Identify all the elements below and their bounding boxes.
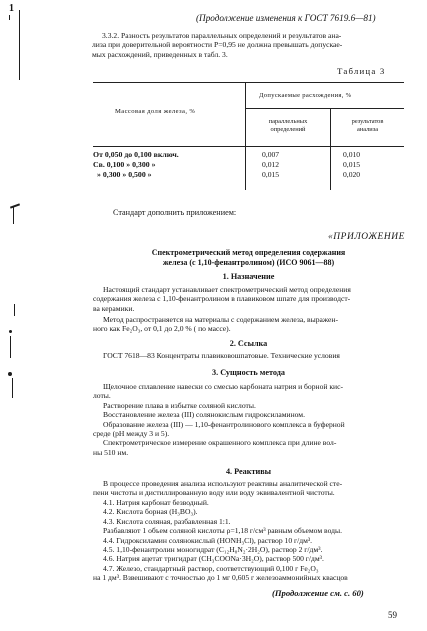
margin-hook-stem xyxy=(13,206,14,224)
text-line: Спектрометрическое измерение окрашенного комплекса при длине вол- xyxy=(103,438,337,448)
page-mark: 1 xyxy=(9,3,14,14)
paragraph-reagents-intro xyxy=(93,479,403,498)
text-line: мых расхождений, приведенных в табл. 3. xyxy=(92,49,228,59)
header-line: результатов xyxy=(351,118,384,125)
list-item: на 1 дм³. Взвешивают с точностью до 1 мг 0,605 г железоаммонийных квасцов xyxy=(93,573,348,583)
text-line: пени чистоты и дистиллированную воду или воду эквивалентной чистоты. xyxy=(93,488,335,498)
text-line: Образование железа (III) — 1,10-фенантролинового комплекса в буферной xyxy=(103,419,345,429)
margin-vertical-rule xyxy=(19,10,20,80)
table-header-group: Допускаемые расхождения, % xyxy=(259,92,352,99)
title-line: железа (с 1,10-фенантролином) (ИСО 9061—88) xyxy=(162,258,335,267)
table-row-range: » 0,300 » 0,500 » xyxy=(97,170,152,179)
text-line: Метод распространяется на материалы с содержанием железа, выражен- xyxy=(103,315,339,324)
text-line: среде (pH между 3 и 5). xyxy=(93,429,170,439)
text-line: ны 510 нм. xyxy=(93,447,129,457)
table-top-rule xyxy=(93,82,404,83)
text-line: Щелочное сплавление навески со смесью карбоната натрия и борной кис- xyxy=(103,382,343,391)
text-line: Восстановление железа (III) солянокислым гидроксиламином. xyxy=(103,410,306,420)
header-line: определений xyxy=(270,125,306,133)
table-row-parallel: 0,007 xyxy=(262,150,280,159)
paragraph-scope xyxy=(93,285,403,313)
section-heading-1: 1. Назначение xyxy=(222,272,275,281)
margin-tick-4 xyxy=(12,378,13,398)
table-row-range: Св. 0,100 » 0,300 » xyxy=(93,160,156,169)
paragraph-scope-2 xyxy=(93,315,403,334)
table-row-results: 0,015 xyxy=(343,160,361,169)
table-header-bottom-rule xyxy=(93,146,404,147)
paragraph-reference xyxy=(93,351,403,360)
page-number: 59 xyxy=(388,610,397,620)
text-line: лоты. xyxy=(93,391,111,401)
appendix-title xyxy=(93,248,404,268)
list-item: 4.3. Кислота соляная, разбавленная 1:1. xyxy=(103,516,231,526)
appendix-label: «ПРИЛОЖЕНИЕ xyxy=(328,232,405,242)
text-line: 3.3.2. Разность результатов параллельных определений и результатов ана- xyxy=(102,31,342,40)
supplement-note: Стандарт дополнить приложением: xyxy=(113,208,237,217)
section-heading-2: 2. Ссылка xyxy=(229,339,268,348)
margin-tick-2 xyxy=(14,304,15,316)
margin-dot-2 xyxy=(8,372,12,376)
table-row-parallel: 0,012 xyxy=(262,160,280,169)
text-line: ного как Fe₂O₃, от 0,1 до 2,0 % ( по массе). xyxy=(93,324,231,334)
text-line: Растворение плава в избытке соляной кислоты. xyxy=(103,400,256,410)
table-caption: Таблица 3 xyxy=(337,66,386,76)
list-reagents xyxy=(93,498,403,583)
paragraph-3-3-2 xyxy=(92,31,404,59)
list-item: 4.4. Гидроксиламин солянокислый (HONH₃Cl), раствор 10 г/дм³. xyxy=(103,535,313,545)
list-item: 4.6. Натрия ацетат тригидрат (CH₃COONa·3H₂O), раствор 500 г/дм³. xyxy=(103,554,324,564)
table-row-range: От 0,050 до 0,100 включ. xyxy=(93,150,179,159)
margin-tick-3 xyxy=(10,336,11,358)
section-heading-4: 4. Реактивы xyxy=(225,467,272,476)
table-group-rule xyxy=(245,108,404,109)
list-item: Разбавляют 1 объем соляной кислоты ρ=1,18 г/см³ равным объемом воды. xyxy=(103,526,343,536)
text-line: содержания железа с 1,10-фенантролином в плавиковом шпате для производст- xyxy=(93,294,351,304)
table-header-mass-fraction: Массовая доля железа, % xyxy=(115,108,196,115)
text-line: ГОСТ 7618—83 Концентраты плавиковошпатовые. Технические условия xyxy=(103,351,340,360)
table-row-results: 0,010 xyxy=(343,150,361,159)
header-continuation: (Продолжение изменения к ГОСТ 7619.6—81) xyxy=(196,13,376,23)
list-item: 4.7. Железо, стандартный раствор, соответствующий 0,100 г Fe₂O₃ xyxy=(103,563,319,573)
text-line: ва керамики. xyxy=(93,303,135,313)
margin-tick xyxy=(9,15,10,20)
section-heading-3: 3. Сущность метода xyxy=(212,368,285,377)
list-item: 4.5. 1,10-фенантролин моногидрат (C₁₂H₈N₂·2H₂O), раствор 2 г/дм³. xyxy=(103,545,323,555)
margin-hook-mark xyxy=(10,203,20,208)
text-line: лиза при доверительной вероятности P=0,95 не должна превышать допускае- xyxy=(92,40,343,50)
table-header-results xyxy=(331,118,404,134)
list-item: 4.1. Натрия карбонат безводный. xyxy=(103,498,209,507)
margin-dot xyxy=(9,330,12,333)
table-col-divider-1 xyxy=(245,82,246,190)
table-header-parallel xyxy=(246,118,330,134)
text-line: Настоящий стандарт устанавливает спектрометрический метод определения xyxy=(103,285,351,294)
list-item: 4.2. Кислота борная (H₃BO₃). xyxy=(103,507,198,517)
footer-continuation: (Продолжение см. с. 60) xyxy=(272,588,364,598)
header-line: анализа xyxy=(356,125,379,133)
text-line: В процессе проведения анализа используют реактивы аналитической сте- xyxy=(103,479,343,488)
table-row-parallel: 0,015 xyxy=(262,170,280,179)
paragraph-principle xyxy=(93,382,403,457)
header-line: параллельных xyxy=(268,118,308,125)
table-row-results: 0,020 xyxy=(343,170,361,179)
title-line: Спектрометрический метод определения содержания xyxy=(151,248,346,257)
